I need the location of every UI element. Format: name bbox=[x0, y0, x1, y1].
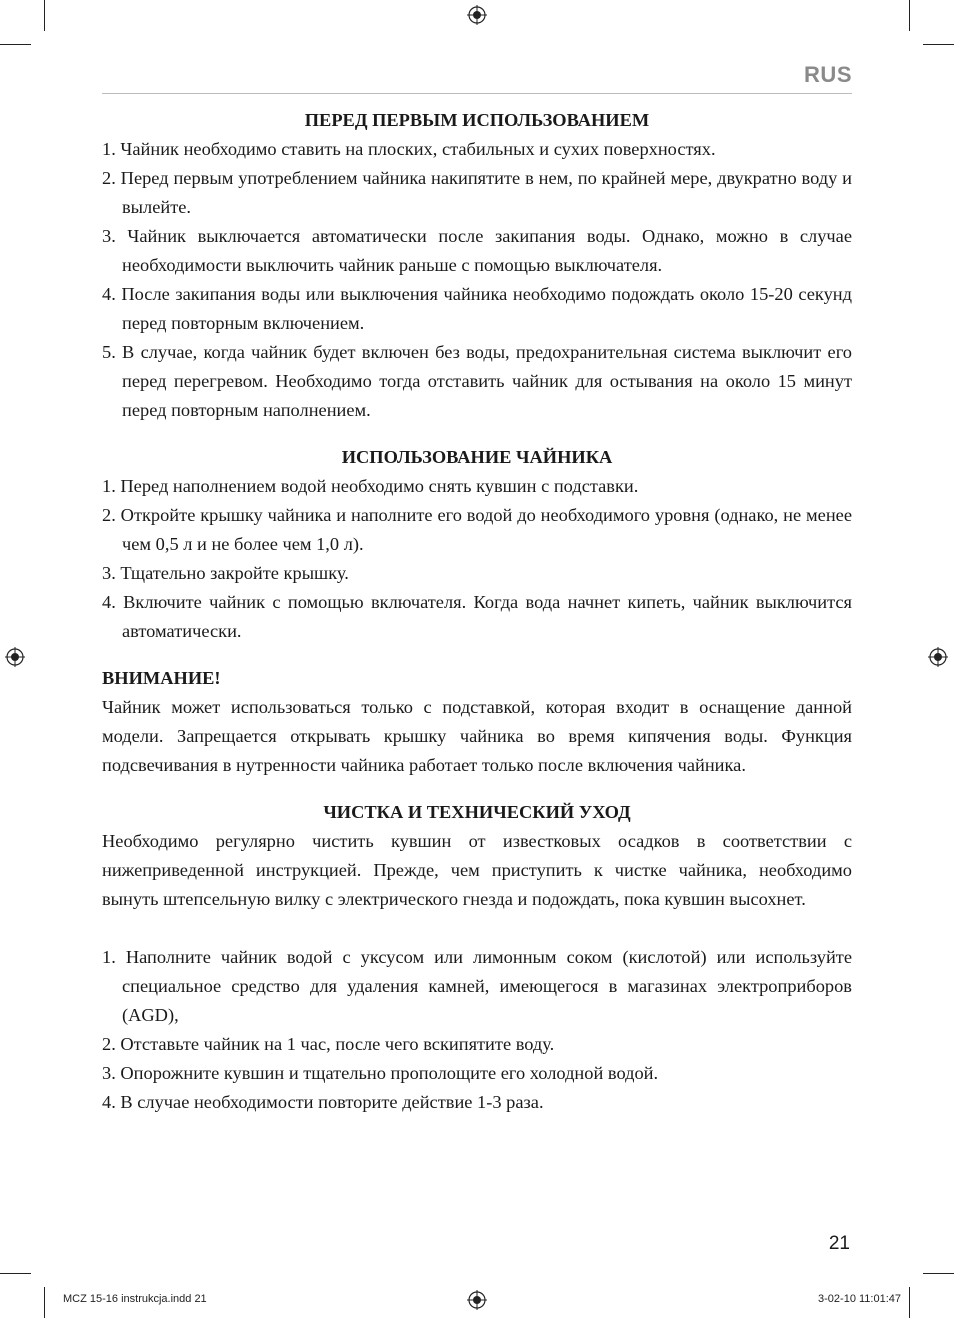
registration-mark-icon bbox=[5, 647, 25, 667]
instruction-list bbox=[102, 135, 852, 425]
crop-mark bbox=[909, 0, 910, 31]
warning-heading: ВНИМАНИЕ! bbox=[102, 668, 221, 688]
header-divider bbox=[102, 93, 852, 94]
warning-text: Чайник может использоваться только с подставкой, которая входит в оснащение данной модели. Запрещается открывать крышку чайника во время кипячения воды. Функция подсвечивания в нутренности чайника работает только после включения чайника. bbox=[102, 697, 852, 775]
list-item: 3. Чайник выключается автоматически после закипания воды. Однако, можно в случае необходимости выключить чайник раньше с помощью выключателя. bbox=[102, 226, 852, 275]
crop-mark bbox=[0, 1273, 31, 1274]
language-label: RUS bbox=[804, 62, 852, 87]
crop-mark bbox=[923, 44, 954, 45]
list-item: 3. Опорожните кувшин и тщательно прополощите его холодной водой. bbox=[102, 1063, 659, 1083]
list-item: 1. Перед наполнением водой необходимо снять кувшин с подставки. bbox=[102, 476, 639, 496]
list-item: 4. В случае необходимости повторите действие 1-3 раза. bbox=[102, 1092, 544, 1112]
list-item: 2. Перед первым употреблением чайника накипятите в нем, по крайней мере, двукратно воду и вылейте. bbox=[102, 168, 852, 217]
crop-mark bbox=[909, 1287, 910, 1318]
registration-mark-icon bbox=[467, 1290, 487, 1310]
page-number: 21 bbox=[828, 1233, 850, 1254]
section-heading: ИСПОЛЬЗОВАНИЕ ЧАЙНИКА bbox=[341, 447, 613, 467]
crop-mark bbox=[923, 1273, 954, 1274]
section-heading: ПЕРЕД ПЕРВЫМ ИСПОЛЬЗОВАНИЕМ bbox=[304, 110, 650, 130]
list-item: 1. Чайник необходимо ставить на плоских, стабильных и сухих поверхностях. bbox=[102, 139, 716, 159]
registration-mark-icon bbox=[928, 647, 948, 667]
file-info: MCZ 15-16 instrukcja.indd 21 bbox=[63, 1293, 207, 1305]
instruction-list bbox=[102, 943, 852, 1117]
list-item: 5. В случае, когда чайник будет включен без воды, предохранительная система выключит его перед перегревом. Необходимо тогда отставить чайник для остывания на около 15 минут перед повторным наполнением. bbox=[102, 342, 852, 420]
section-heading: ЧИСТКА И ТЕХНИЧЕСКИЙ УХОД bbox=[323, 802, 631, 822]
timestamp: 3-02-10 11:01:47 bbox=[818, 1293, 901, 1305]
list-item: 2. Отставьте чайник на 1 час, после чего вскипятите воду. bbox=[102, 1034, 555, 1054]
crop-mark bbox=[0, 44, 31, 45]
registration-mark-icon bbox=[467, 5, 487, 25]
cleaning-intro: Необходимо регулярно чистить кувшин от известковых осадков в соответствии с нижеприведенной инструкцией. Прежде, чем приступить к чистке чайника, необходимо вынуть штепсельную вилку с электрического гнезда и подождать, пока кувшин высохнет. bbox=[102, 831, 852, 909]
list-item: 4. После закипания воды или выключения чайника необходимо подождать около 15-20 секунд перед повторным включением. bbox=[102, 284, 852, 333]
instruction-list bbox=[102, 472, 852, 646]
list-item: 3. Тщательно закройте крышку. bbox=[102, 563, 349, 583]
crop-mark bbox=[44, 0, 45, 31]
list-item: 2. Откройте крышку чайника и наполните его водой до необходимого уровня (однако, не менее чем 0,5 л и не более чем 1,0 л). bbox=[102, 505, 852, 554]
document-body bbox=[102, 106, 852, 1117]
list-item: 1. Наполните чайник водой с уксусом или лимонным соком (кислотой) или используйте специальное средство для удаления камней, имеющегося в магазинах электроприборов (AGD), bbox=[102, 947, 852, 1025]
list-item: 4. Включите чайник с помощью включателя. Когда вода начнет кипеть, чайник выключится автоматически. bbox=[102, 592, 852, 641]
crop-mark bbox=[44, 1287, 45, 1318]
